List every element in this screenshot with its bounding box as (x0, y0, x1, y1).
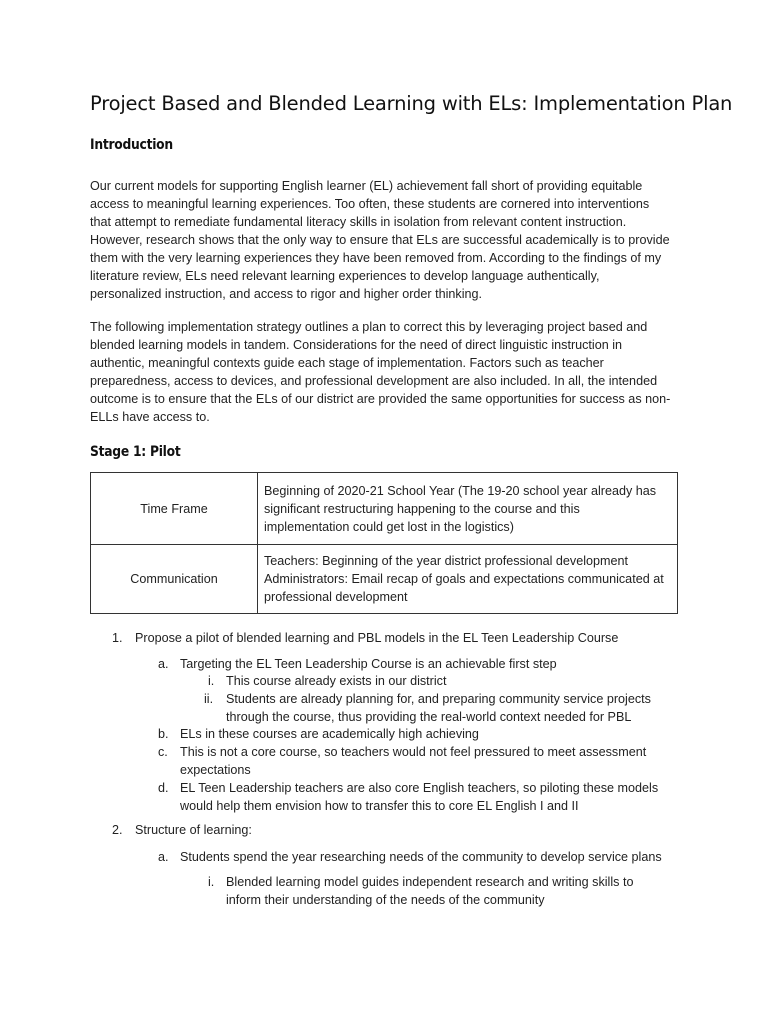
introduction-heading: Introduction (90, 137, 173, 153)
document-title: Project Based and Blended Learning with ELs: Implementation Plan (90, 92, 733, 115)
table-label-time-frame: Time Frame (91, 473, 258, 545)
table-value-line: Teachers: Beginning of the year district professional development (264, 554, 629, 568)
table-row-time-frame (91, 473, 678, 545)
list-item-2a-i (226, 873, 633, 909)
introduction-paragraph-2 (90, 318, 690, 426)
list-marker: a. (158, 850, 169, 864)
paragraph-line: blended learning models in tandem. Considerations for the need of direct linguistic instruction in (90, 338, 623, 352)
list-item-2: Structure of learning: (135, 823, 252, 837)
introduction-paragraph-1 (90, 177, 690, 303)
paragraph-line: access to meaningful learning experiences. Too often, these students are cornered into interventions (90, 197, 650, 211)
list-item-2a: Students spend the year researching needs of the community to develop service plans (180, 850, 662, 864)
table-value-time-frame (258, 473, 678, 545)
list-item-1: Propose a pilot of blended learning and PBL models in the EL Teen Leadership Course (135, 631, 619, 645)
list-item-line: EL Teen Leadership teachers are also core English teachers, so piloting these models (180, 781, 659, 795)
table-row-communication (91, 545, 678, 614)
list-item-1c (180, 743, 646, 779)
paragraph-line: them with the very learning experiences they have been removed from. According to the findings of my (90, 251, 662, 265)
paragraph-line: Our current models for supporting English learner (EL) achievement fall short of providing equitable (90, 179, 643, 193)
list-marker: a. (158, 657, 169, 671)
paragraph-line: ELLs have access to. (90, 410, 210, 424)
list-item-1a: Targeting the EL Teen Leadership Course is an achievable first step (180, 657, 557, 671)
stage1-table (90, 472, 678, 614)
list-item-line: through the course, thus providing the real-world context needed for PBL (226, 710, 632, 724)
list-item-line: Students are already planning for, and preparing community service projects (226, 692, 651, 706)
list-marker: c. (158, 745, 168, 759)
list-item-line: would help them envision how to transfer this to core EL English I and II (180, 799, 579, 813)
table-value-line: professional development (264, 590, 408, 604)
paragraph-line: that attempt to remediate fundamental literacy skills in isolation from relevant content instruction. (90, 215, 627, 229)
list-marker: 2. (112, 823, 123, 837)
paragraph-line: preparedness, access to devices, and professional development are also included. In all, the intended (90, 374, 658, 388)
list-marker: 1. (112, 631, 123, 645)
list-marker: i. (208, 674, 215, 688)
list-item-line: Blended learning model guides independent research and writing skills to (226, 875, 634, 889)
list-marker: d. (158, 781, 169, 795)
list-item-line: This is not a core course, so teachers would not feel pressured to meet assessment (180, 745, 647, 759)
list-item-1a-i: This course already exists in our district (226, 674, 447, 688)
list-item-line: expectations (180, 763, 251, 777)
list-item-1b: ELs in these courses are academically high achieving (180, 727, 479, 741)
paragraph-line: However, research shows that the only way to ensure that ELs are successful academically is to provide (90, 233, 670, 247)
paragraph-line: authentic, meaningful contexts guide each stage of implementation. Factors such as teacher (90, 356, 604, 370)
list-item-line: inform their understanding of the needs of the community (226, 893, 545, 907)
list-marker: ii. (204, 692, 214, 706)
list-item-1a-ii (226, 690, 651, 726)
table-label-communication: Communication (91, 545, 258, 614)
table-value-line: Beginning of 2020-21 School Year (The 19-20 school year already has (264, 483, 657, 498)
paragraph-line: The following implementation strategy outlines a plan to correct this by leveraging project based and (90, 320, 648, 334)
stage1-heading: Stage 1: Pilot (90, 444, 181, 460)
table-value-line: Administrators: Email recap of goals and expectations communicated at (264, 572, 664, 586)
list-item-1d (180, 779, 658, 815)
table-value-line: significant restructuring happening to the course and this (264, 501, 580, 516)
paragraph-line: literature review, ELs need relevant learning experiences to develop language authentically, (90, 269, 600, 283)
table-value-communication (258, 545, 678, 614)
list-marker: i. (208, 875, 215, 889)
table-value-line: implementation could get lost in the logistics) (264, 519, 514, 534)
paragraph-line: outcome is to ensure that the ELs of our district are provided the same opportunities for success as non- (90, 392, 671, 406)
paragraph-line: personalized instruction, and access to rigor and higher order thinking. (90, 287, 483, 301)
list-marker: b. (158, 727, 169, 741)
